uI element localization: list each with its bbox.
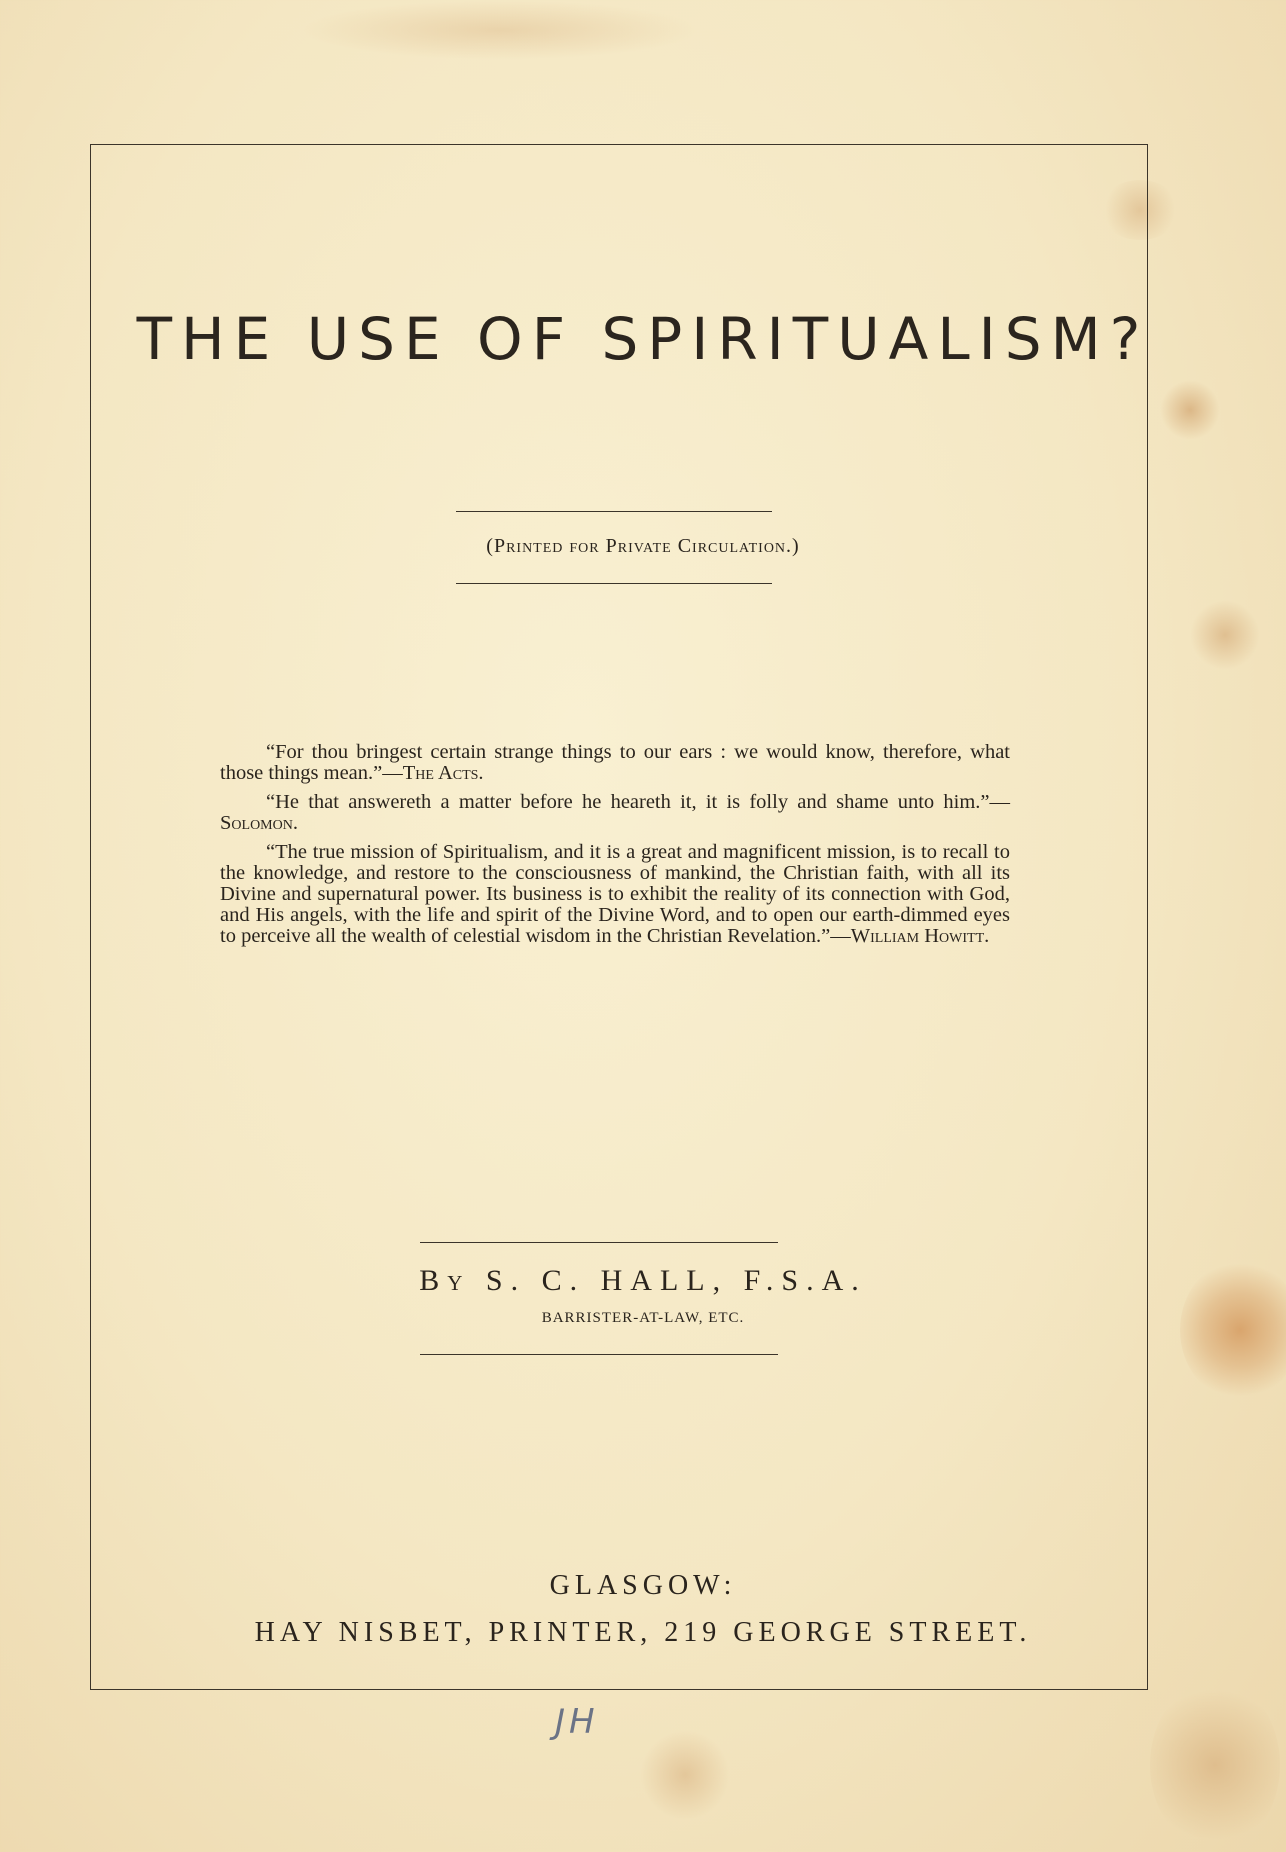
epigraphs bbox=[220, 742, 1010, 955]
foxing-stain bbox=[1160, 380, 1220, 440]
epigraph-source: The Acts. bbox=[402, 762, 484, 784]
foxing-stain bbox=[1150, 1680, 1280, 1850]
byline-rule-top bbox=[420, 1242, 778, 1243]
publication-place: GLASGOW: bbox=[549, 1570, 737, 1601]
foxing-stain bbox=[640, 1730, 730, 1820]
book-title: THE USE OF SPIRITUALISM? bbox=[136, 305, 1150, 373]
author-byline: By S. C. HALL, F.S.A. bbox=[419, 1264, 867, 1297]
epigraph-solomon: “He that answereth a matter before he heareth it, it is folly and shame unto him.”—Solomon. bbox=[220, 791, 1010, 834]
subtitle: (Printed for Private Circulation.) bbox=[486, 535, 800, 557]
foxing-stain bbox=[1190, 600, 1260, 670]
epigraph-source: Solomon. bbox=[220, 812, 298, 834]
epigraph-howitt: “The true mission of Spiritualism, and it is a great and magnificent mission, is to recall to the knowledge, and restore to the consciousness of mankind, the Christian faith, with all its Divine and supernatural power. Its business is to exhibit the reality of its connection with God, and His angels, with the life and spirit of the Divine Word, and to open our earth-dimmed eyes to perceive all the wealth of celestial wisdom in the Christian Revelation.”—William Howitt. bbox=[220, 841, 1010, 947]
handwritten-initials: JH bbox=[555, 1702, 599, 1742]
printer-imprint: HAY NISBET, PRINTER, 219 GEORGE STREET. bbox=[254, 1617, 1032, 1648]
author-credentials: BARRISTER-AT-LAW, ETC. bbox=[541, 1310, 745, 1326]
foxing-stain bbox=[300, 0, 700, 60]
byline-rule-bottom bbox=[420, 1354, 778, 1355]
subtitle-rule-top bbox=[456, 511, 772, 512]
epigraph-source: William Howitt. bbox=[850, 925, 990, 947]
subtitle-rule-bottom bbox=[456, 583, 772, 584]
epigraph-acts: “For thou bringest certain strange things to our ears : we would know, therefore, what those things mean.”—The Acts. bbox=[220, 741, 1010, 784]
